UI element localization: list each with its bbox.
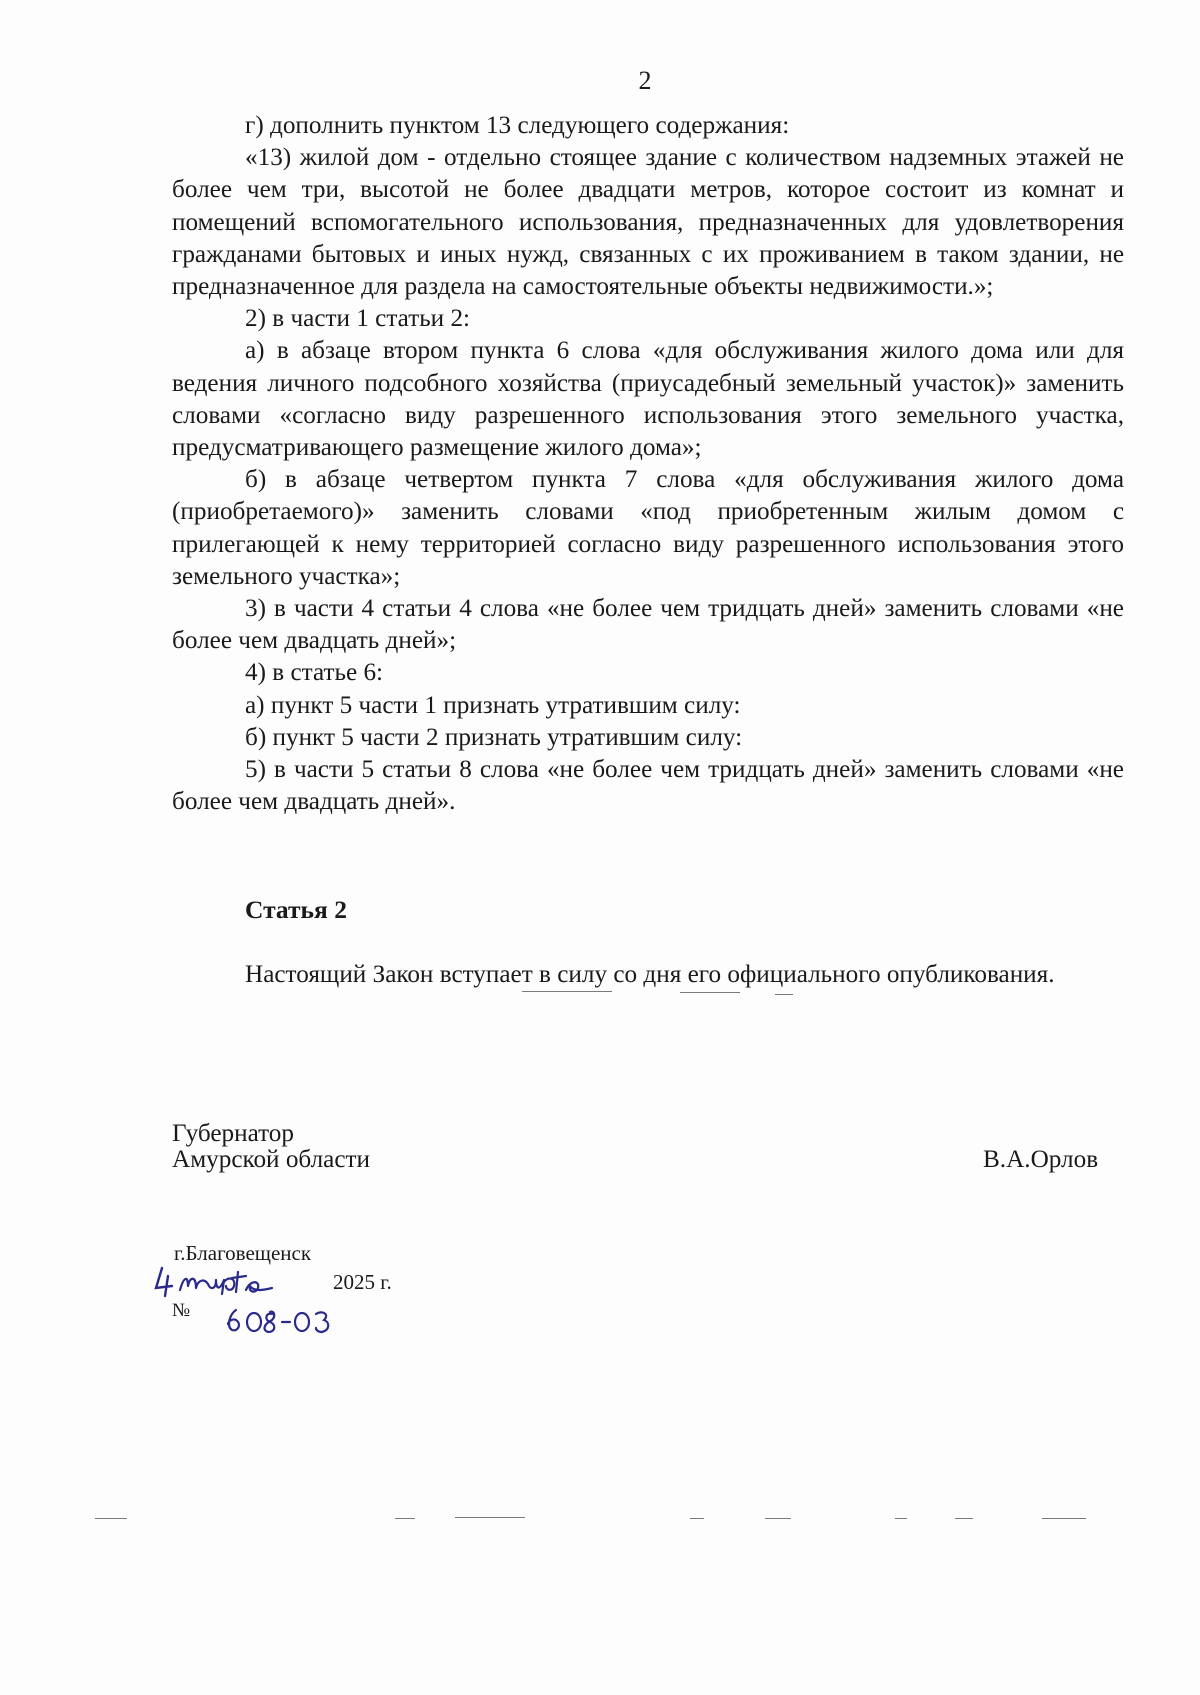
article-heading: Статья 2 bbox=[245, 895, 347, 924]
scan-artifact bbox=[765, 1518, 791, 1519]
document-number-line bbox=[172, 1300, 372, 1340]
amendments-text bbox=[172, 110, 1124, 818]
handwritten-number bbox=[220, 1300, 340, 1338]
scan-artifact bbox=[1042, 1518, 1086, 1519]
scan-artifact bbox=[95, 1518, 127, 1519]
paragraph-item-4: 4) в статье 6: bbox=[245, 659, 384, 687]
paragraph-item-4b: б) пункт 5 части 2 признать утратившим силу: bbox=[245, 723, 743, 751]
paragraph-item-2a: а) в абзаце втором пункта 6 слова «для обслуживания жилого дома или для ведения личного подсобного хозяйства (приусадебный земельный участок)» заменить словами «согласно виду разрешенного использования этого земельного участка, предусматривающего размещение жилого дома»; bbox=[172, 337, 1124, 462]
scan-artifact bbox=[895, 1518, 907, 1519]
paragraph-definition-13: «13) жилой дом - отдельно стоящее здание с количеством надземных этажей не более чем три, высотой не более двадцати метров, которое состоит из комнат и помещений вспомогательного использования, предназначенных для удовлетворения гражданами бытовых и иных нужд, связанных с их проживанием в таком здании, не предназначенное для раздела на самостоятельные объекты недвижимости.»; bbox=[172, 144, 1124, 301]
scan-artifact bbox=[775, 994, 793, 995]
date-line bbox=[150, 1262, 450, 1302]
scan-artifact bbox=[955, 1518, 973, 1519]
signer-name: В.А.Орлов bbox=[983, 1146, 1099, 1173]
article-text: Настоящий Закон вступает в силу со дня его официального опубликования. bbox=[245, 961, 1055, 988]
scan-artifact bbox=[455, 1517, 525, 1518]
signer-title: Губернатор bbox=[172, 1120, 294, 1147]
scan-artifact bbox=[680, 992, 740, 993]
paragraph-item-3: 3) в части 4 статьи 4 слова «не более чем тридцать дней» заменить словами «не более чем двадцать дней»; bbox=[172, 595, 1124, 655]
handwritten-date bbox=[150, 1262, 330, 1304]
scan-artifact bbox=[690, 1518, 704, 1519]
paragraph-item-4a: а) пункт 5 части 1 признать утратившим силу: bbox=[245, 691, 741, 719]
scan-artifact bbox=[395, 1518, 415, 1519]
paragraph-item-5: 5) в части 5 статьи 8 слова «не более чем тридцать дней» заменить словами «не более чем двадцать дней». bbox=[172, 756, 1124, 816]
paragraph-item-g: г) дополнить пунктом 13 следующего содержания: bbox=[245, 112, 790, 139]
page-number: 2 bbox=[638, 66, 652, 95]
paragraph-item-2b: б) в абзаце четвертом пункта 7 слова «для обслуживания жилого дома (приобретаемого)» заменить словами «под приобретенным жилым домом с прилегающей к нему территорией согласно виду разрешенного использования этого земельного участка»; bbox=[172, 466, 1124, 590]
signer-position bbox=[172, 1121, 370, 1173]
scan-artifact bbox=[522, 991, 612, 992]
number-sign: № bbox=[172, 1300, 191, 1321]
place-of-signing: г.Благовещенск bbox=[174, 1241, 312, 1265]
year: 2025 г. bbox=[333, 1270, 392, 1294]
paragraph-item-2: 2) в части 1 статьи 2: bbox=[245, 305, 471, 333]
signer-region: Амурской области bbox=[172, 1146, 371, 1173]
